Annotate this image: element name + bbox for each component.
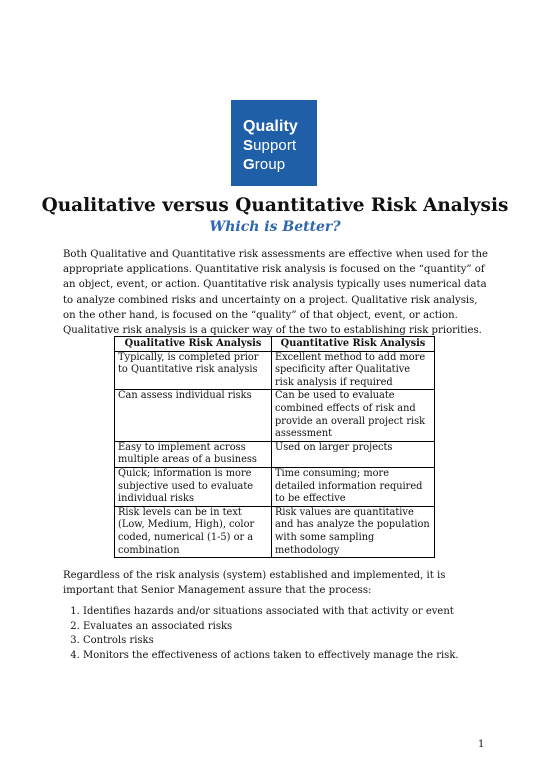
closing-paragraph: Regardless of the risk analysis (system) established and implemented, it is important that Senior Management assure that the process: xyxy=(63,570,446,597)
document-subtitle: Which is Better? xyxy=(209,219,341,235)
header-qualitative: Qualitative Risk Analysis xyxy=(115,337,272,352)
logo-line-support: Support xyxy=(243,137,297,154)
list-item: 2. Evaluates an associated risks xyxy=(83,620,513,635)
list-item: 1. Identifies hazards and/or situations associated with that activity or event xyxy=(83,605,513,620)
logo-line-quality: Quality xyxy=(243,118,298,135)
qualitative-cell: Can assess individual risks xyxy=(115,390,272,441)
list-item: 4. Monitors the effectiveness of actions taken to effectively manage the risk. xyxy=(83,649,513,664)
table-row xyxy=(115,506,435,557)
quantitative-cell: Time consuming; more detailed information required to be effective xyxy=(272,467,435,506)
logo-line-group: Group xyxy=(243,156,286,173)
qualitative-cell: Quick; information is more subjective used to evaluate individual risks xyxy=(115,467,272,506)
table-row xyxy=(115,441,435,467)
document-title: Qualitative versus Quantitative Risk Analysis xyxy=(41,195,509,216)
quantitative-cell: Can be used to evaluate combined effects of risk and provide an overall project risk assessment xyxy=(272,390,435,441)
quality-support-group-logo xyxy=(231,100,317,186)
quantitative-cell: Risk values are quantitative and has analyze the population with some sampling methodology xyxy=(272,506,435,557)
qualitative-cell: Typically, is completed prior to Quantitative risk analysis xyxy=(115,351,272,390)
quantitative-cell: Excellent method to add more specificity after Qualitative risk analysis if required xyxy=(272,351,435,390)
table-row xyxy=(115,351,435,390)
qualitative-cell: Risk levels can be in text (Low, Medium, High), color coded, numerical (1-5) or a combination xyxy=(115,506,272,557)
table-row xyxy=(115,467,435,506)
list-item: 3. Controls risks xyxy=(83,634,513,649)
qualitative-cell: Easy to implement across multiple areas of a business xyxy=(115,441,272,467)
page-number: 1 xyxy=(478,739,485,750)
process-steps-list xyxy=(63,605,513,663)
table-header-row xyxy=(115,337,435,352)
quantitative-cell: Used on larger projects xyxy=(272,441,435,467)
comparison-table xyxy=(114,336,435,558)
header-quantitative: Quantitative Risk Analysis xyxy=(272,337,435,352)
intro-paragraph: Both Qualitative and Quantitative risk assessments are effective when used for the appropriate applications. Quantitative risk analysis is focused on the “quantity” of an object, event, or action. Quantitative risk analysis typically uses numerical data to analyze combined risks and uncertainty on a project. Qualitative risk analysis, on the other hand, is focused on the “quality” of that object, event, or action. Qualitative risk analysis is a quicker way of the two to establishing risk priorities. xyxy=(63,249,489,337)
table-row xyxy=(115,390,435,441)
